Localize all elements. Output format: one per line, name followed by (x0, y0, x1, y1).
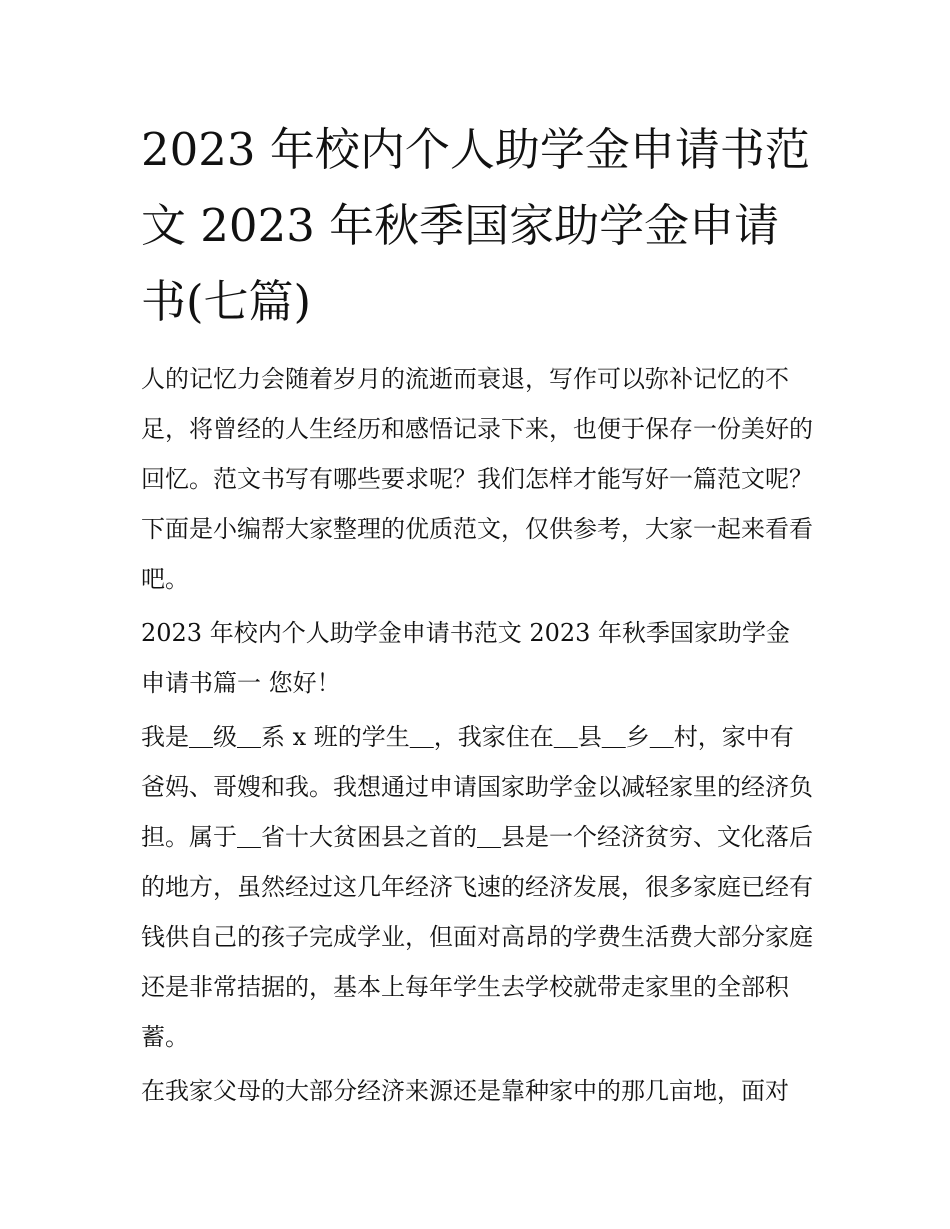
section-heading-paragraph: 2023 年校内个人助学金申请书范文 2023 年秋季国家助学金申请书篇一 您好！ (141, 619, 791, 697)
document-title: 2023 年校内个人助学金申请书范文 2023 年秋季国家助学金申请书(七篇) (141, 123, 810, 328)
body-paragraph: 我是＿级＿系 x 班的学生＿，我家住在＿县＿乡＿村，家中有爸妈、哥嫂和我。我想通过申请国家助学金以减轻家里的经济负担。属于＿省十大贫困县之首的＿县是一个经济贫穷、文化落后的地方，虽然经过这几年经济飞速的经济发展，很多家庭已经有钱供自己的孩子完成学业，但面对高昂的学费生活费大部分家庭还是非常拮据的，基本上每年学生去学校就带走家里的全部积蓄。 (141, 723, 813, 1051)
body-paragraph: 在我家父母的大部分经济来源还是靠种家中的那几亩地，面对 (141, 1077, 789, 1105)
document-body (141, 354, 813, 1116)
intro-paragraph: 人的记忆力会随着岁月的流逝而衰退，写作可以弥补记忆的不足，将曾经的人生经历和感悟记录下来，也便于保存一份美好的回忆。范文书写有哪些要求呢？我们怎样才能写好一篇范文呢？下面是小编帮大家整理的优质范文，仅供参考，大家一起来看看吧。 (141, 365, 813, 593)
